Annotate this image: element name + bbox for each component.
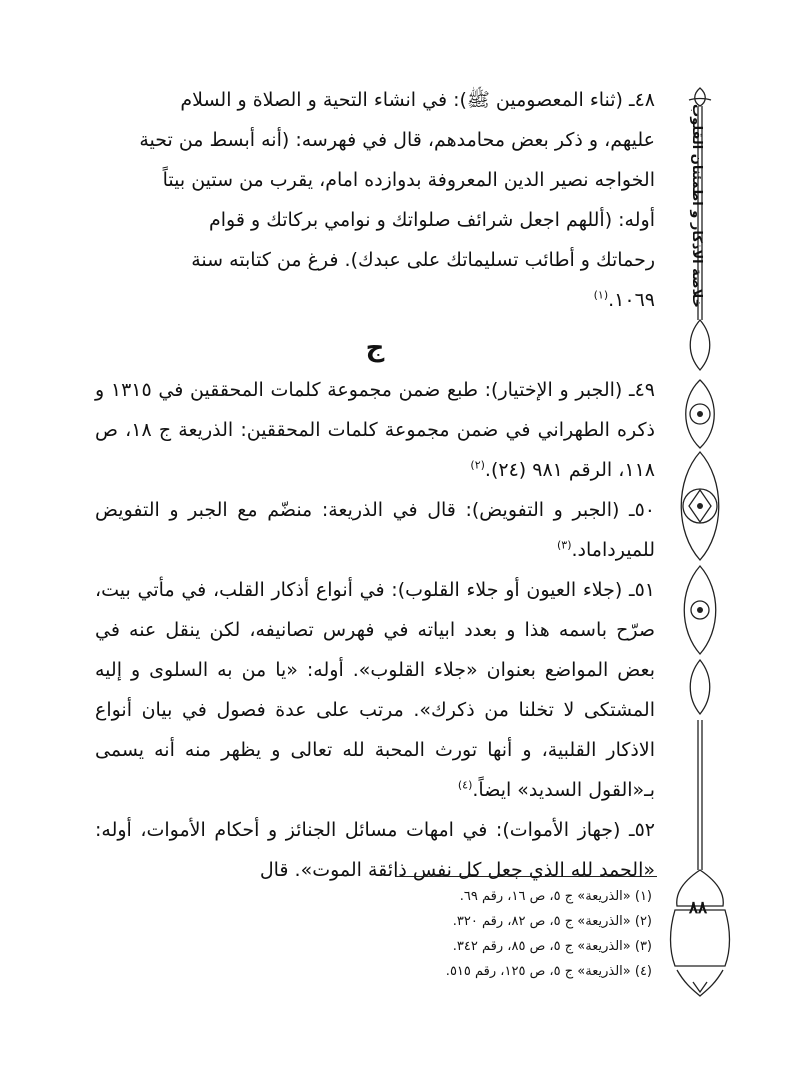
entry-48-line-1: ٤٨ـ (ثناء المعصومين ﷺ): في انشاء التحية و الصلاة و السلام bbox=[180, 89, 655, 111]
entry-49 bbox=[95, 370, 655, 490]
main-text bbox=[95, 80, 655, 890]
footnote-3: (٣) «الذريعة» ج ٥، ص ٨٥، رقم ٣٤٢. bbox=[452, 939, 652, 954]
footnote-ref-1: (١) bbox=[593, 288, 609, 302]
entry-50 bbox=[95, 490, 655, 570]
footnote-ref-3: (٣) bbox=[556, 538, 572, 552]
entry-50-text: ٥٠ـ (الجبر و التفويض): قال في الذريعة: منضّم مع الجبر و التفويض للميرداماد. bbox=[95, 499, 655, 561]
footnote-ref-2: (٢) bbox=[470, 458, 485, 472]
footnote-ref-4: (٤) bbox=[457, 778, 473, 792]
entry-48-line-3: الخواجه نصير الدين المعروفة بدوازده امام، يقرب من ستين بيتاً bbox=[162, 169, 655, 191]
entry-48-line-2: عليهم، و ذكر بعض محامدهم، قال في فهرسه: (أنه أبسط من تحية bbox=[139, 129, 655, 151]
entry-51 bbox=[95, 570, 655, 810]
entry-48 bbox=[95, 80, 655, 320]
page-number: ٨٨ bbox=[688, 898, 708, 918]
footnotes bbox=[300, 884, 652, 984]
entry-52-text: ٥٢ـ (جهاز الأموات): في امهات مسائل الجنائز و أحكام الأموات، أوله: «الحمد لله الذي جعل كل نفس ذائقة الموت». قال bbox=[95, 819, 655, 881]
entry-48-line-6 bbox=[95, 280, 655, 320]
entry-48-line-6-text: ١٠٦٩. bbox=[608, 289, 655, 311]
entry-52 bbox=[95, 810, 655, 890]
running-title: خلاصة الاذكار و اطمئنان القلوب bbox=[689, 104, 704, 308]
entry-49-text: ٤٩ـ (الجبر و الإختيار): طبع ضمن مجموعة كلمات المحققين في ١٣١٥ و ذكره الطهراني في ضمن مجموعة كلمات المحققين: الذريعة ج ١٨، ص ١١٨، الرقم ٩٨١ (٢٤). bbox=[95, 379, 655, 481]
footnote-2: (٢) «الذريعة» ج ٥، ص ٨٢، رقم ٣٢٠. bbox=[452, 914, 652, 929]
entry-48-line-5: رحماتك و أطائب تسليماتك على عبدك). فرغ من كتابته سنة bbox=[191, 249, 655, 271]
footnote-divider bbox=[395, 876, 657, 877]
footnote-1: (١) «الذريعة» ج ٥، ص ١٦، رقم ٦٩. bbox=[459, 889, 652, 904]
entry-48-line-4: أوله: (أللهم اجعل شرائف صلواتك و نوامي بركاتك و قوام bbox=[209, 209, 655, 231]
footnote-4: (٤) «الذريعة» ج ٥، ص ١٢٥، رقم ٥١٥. bbox=[445, 964, 652, 979]
letter-heading: ج bbox=[365, 333, 385, 363]
entry-51-text: ٥١ـ (جلاء العيون أو جلاء القلوب): في أنواع أذكار القلب، في مأتي بيت، صرّح باسمه هذا و بعدد ابياته في فهرس تصانيفه، لكن ينقل عنه في بعض المواضع بعنوان «جلاء القلوب». أوله: «يا من به السلوى و إليه المشتكى لا تخلنا من ذكرك». مرتب على عدة فصول في بيان أنواع الاذكار القلبية، و أنها تورث المحبة لله تعالى و يظهر منه أنه يسمى بـ«القول السديد» ايضاً. bbox=[95, 579, 655, 801]
